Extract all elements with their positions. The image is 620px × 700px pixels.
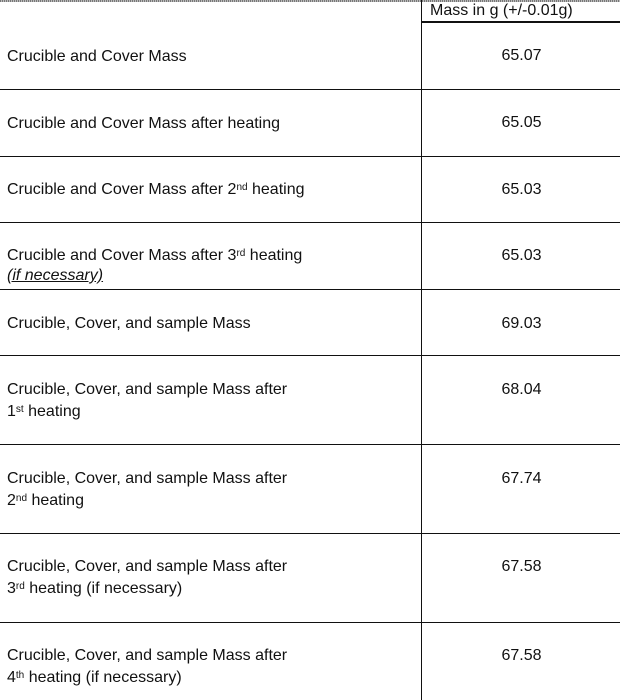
row-label-text: Crucible, Cover, and sample Mass after (7, 558, 288, 575)
row-label-text: heating (23, 403, 81, 420)
row-value: 68.04 (501, 381, 542, 398)
table-row (0, 445, 620, 534)
mass-column-header-text: Mass in g (+/-0.01g) (430, 2, 573, 19)
table-row (0, 290, 620, 356)
row-label-text: Crucible and Cover Mass after heating (7, 115, 281, 132)
row-label (7, 46, 412, 68)
row-value: 65.03 (501, 181, 542, 198)
table-row (0, 223, 620, 290)
row-label (7, 645, 412, 689)
ordinal-suffix: rd (15, 581, 25, 592)
ordinal-suffix: th (15, 670, 25, 681)
row-label-text: Crucible, Cover, and sample Mass after (7, 647, 288, 664)
row-value-cell (421, 90, 620, 156)
row-label-text: Crucible, Cover, and sample Mass after (7, 470, 288, 487)
row-value: 67.58 (501, 558, 542, 575)
ordinal-suffix: nd (236, 182, 248, 193)
row-label-text: heating (if necessary) (24, 669, 182, 686)
row-value-cell (421, 290, 620, 355)
row-label-text: Crucible, Cover, and sample Mass after (7, 381, 288, 398)
row-label (7, 113, 412, 135)
row-value: 67.58 (501, 647, 542, 664)
row-label (7, 556, 412, 600)
row-note: (if necessary) (7, 267, 104, 284)
row-label (7, 179, 412, 201)
table-row (0, 356, 620, 445)
row-value: 65.07 (501, 47, 542, 64)
row-label-text: 3 (7, 580, 16, 597)
row-label (7, 379, 412, 423)
ordinal-suffix: nd (15, 493, 28, 504)
row-value-cell (421, 623, 620, 700)
row-label-text: Crucible and Cover Mass (7, 48, 187, 65)
row-value: 67.74 (501, 470, 542, 487)
row-label (7, 313, 412, 335)
row-value-cell (421, 356, 620, 444)
row-label-text: heating (27, 492, 84, 509)
row-value: 69.03 (501, 315, 542, 332)
row-label-text: Crucible and Cover Mass after 2 (7, 181, 237, 198)
row-label (7, 468, 412, 512)
mass-column-header (421, 0, 620, 23)
row-value-cell (421, 23, 620, 89)
ordinal-suffix: st (15, 404, 24, 415)
row-value-cell (421, 445, 620, 533)
row-value-cell (421, 534, 620, 622)
row-label-text: heating (if necessary) (24, 580, 183, 597)
table-row (0, 90, 620, 157)
table-row (0, 623, 620, 700)
row-label-text: 2 (7, 492, 16, 509)
row-value-cell (421, 223, 620, 289)
table-row (0, 157, 620, 223)
row-label-text: 4 (7, 669, 16, 686)
row-label-text: heating (247, 181, 305, 198)
table-row (0, 534, 620, 623)
table-row (0, 23, 620, 90)
row-label-text: 1 (7, 403, 16, 420)
ordinal-suffix: rd (236, 248, 246, 259)
row-label-text: Crucible and Cover Mass after 3 (7, 247, 237, 264)
row-value: 65.03 (501, 247, 542, 264)
row-label-text: heating (245, 247, 303, 264)
row-value-cell (421, 157, 620, 222)
row-label-text: Crucible, Cover, and sample Mass (7, 315, 251, 332)
row-value: 65.05 (501, 114, 542, 131)
row-label (7, 245, 412, 285)
